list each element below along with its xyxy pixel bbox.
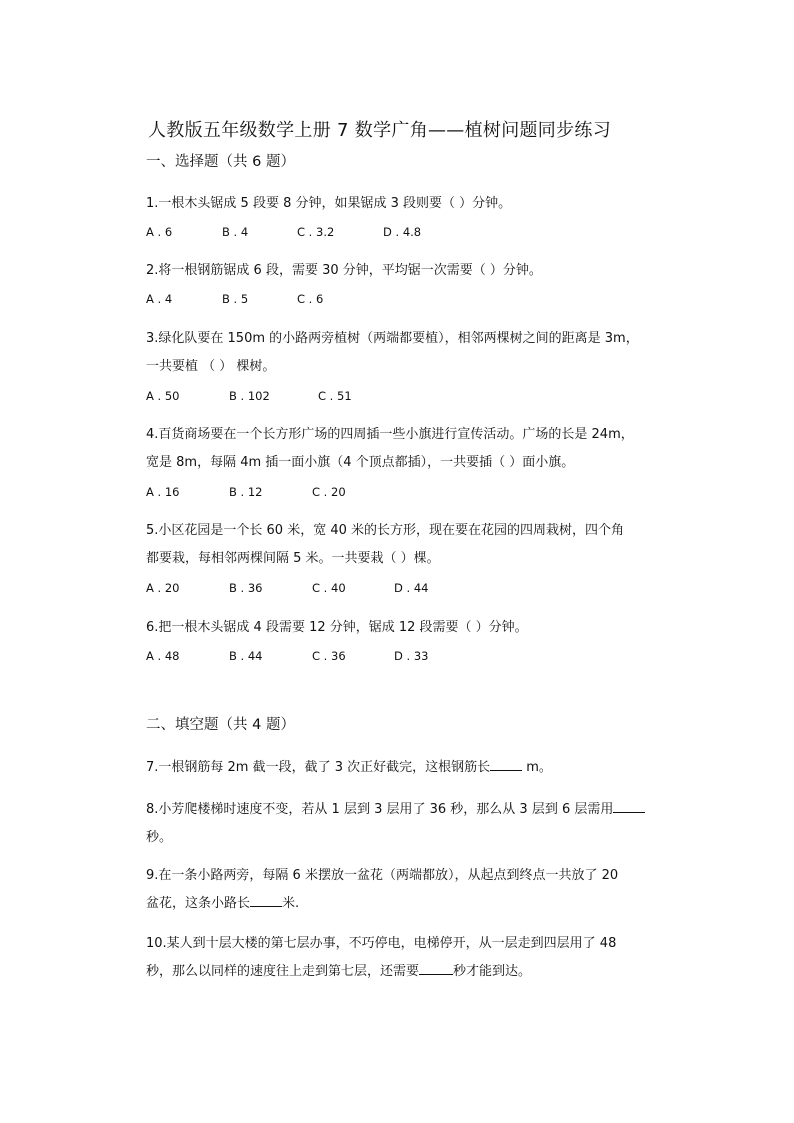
question-7-unit: m。 [522,760,552,775]
option-a: A . 16 [146,485,180,499]
option-c: C . 36 [312,649,346,663]
answer-blank[interactable] [613,798,645,813]
option-a: A . 6 [146,225,173,239]
section-heading-choice: 一、选择题（共 6 题） [146,154,295,170]
question-5-line-2: 都要栽，每相邻两棵间隔 5 米。一共要栽（ ）棵。 [146,551,440,566]
question-9-line-1: 9.在一条小路两旁，每隔 6 米摆放一盆花（两端都放），从起点到终点一共放了 20 [146,868,619,883]
section-heading-fill-blank: 二、填空题（共 4 题） [146,717,295,733]
question-8-line-2: 秒。 [146,830,173,845]
question-10-tail: 秒才能到达。 [453,964,532,979]
option-b: B . 12 [229,485,263,499]
question-3-line-1: 3.绿化队要在 150m 的小路两旁植树（两端都要植），相邻两棵树之间的距离是 3m， [146,331,639,346]
question-6 [146,614,666,642]
option-c: C . 6 [297,292,324,306]
question-1-text: 1.一根木头锯成 5 段要 8 分钟，如果锯成 3 段则要（ ）分钟。 [146,196,512,211]
question-2 [146,257,666,285]
option-c: C . 20 [312,485,346,499]
question-9-text: 盆花，这条小路长 [146,896,251,911]
option-a: A . 50 [146,389,180,403]
question-5 [146,517,666,573]
option-c: C . 51 [318,389,352,403]
question-7 [146,754,666,782]
option-a: A . 20 [146,581,180,595]
option-a: A . 4 [146,292,173,306]
option-c: C . 3.2 [297,225,335,239]
option-b: B . 5 [222,292,249,306]
question-5-line-1: 5.小区花园是一个长 60 米，宽 40 米的长方形，现在要在花园的四周栽树，四个角 [146,523,625,538]
question-1 [146,190,666,218]
question-8 [146,796,666,852]
question-4 [146,421,666,477]
question-4-line-2: 宽是 8m，每隔 4m 插一面小旗（4 个顶点都插），一共要插（ ）面小旗。 [146,455,575,470]
question-9-unit: 米. [282,896,300,911]
option-b: B . 4 [222,225,249,239]
option-a: A . 48 [146,649,180,663]
page-title: 人教版五年级数学上册 7 数学广角——植树问题同步练习 [148,120,611,141]
question-2-text: 2.将一根钢筋锯成 6 段，需要 30 分钟，平均锯一次需要（ ）分钟。 [146,263,542,278]
question-10-line-1: 10.某人到十层大楼的第七层办事，不巧停电，电梯停开，从一层走到四层用了 48 [146,936,617,951]
answer-blank[interactable] [419,960,453,975]
question-3 [146,325,666,381]
question-4-line-1: 4.百货商场要在一个长方形广场的四周插一些小旗进行宣传活动。广场的长是 24m， [146,427,634,442]
question-3-line-2: 一共要植 （ ） 棵树。 [146,359,276,374]
question-6-text: 6.把一根木头锯成 4 段需要 12 分钟，锯成 12 段需要（ ）分钟。 [146,620,528,635]
option-d: D . 44 [394,581,429,595]
question-10-text: 秒，那么以同样的速度往上走到第七层，还需要 [146,964,420,979]
option-b: B . 44 [229,649,263,663]
option-b: B . 36 [229,581,263,595]
answer-blank[interactable] [490,756,522,771]
option-d: D . 33 [394,649,429,663]
question-9 [146,862,666,918]
question-7-text: 7.一根钢筋每 2m 截一段，截了 3 次正好截完，这根钢筋长 [146,760,491,775]
option-d: D . 4.8 [383,225,422,239]
option-c: C . 40 [312,581,346,595]
question-8-text: 8.小芳爬楼梯时速度不变，若从 1 层到 3 层用了 36 秒，那么从 3 层到 6 层需用 [146,802,614,817]
option-b: B . 102 [229,389,270,403]
question-10 [146,930,666,986]
answer-blank[interactable] [250,892,282,907]
